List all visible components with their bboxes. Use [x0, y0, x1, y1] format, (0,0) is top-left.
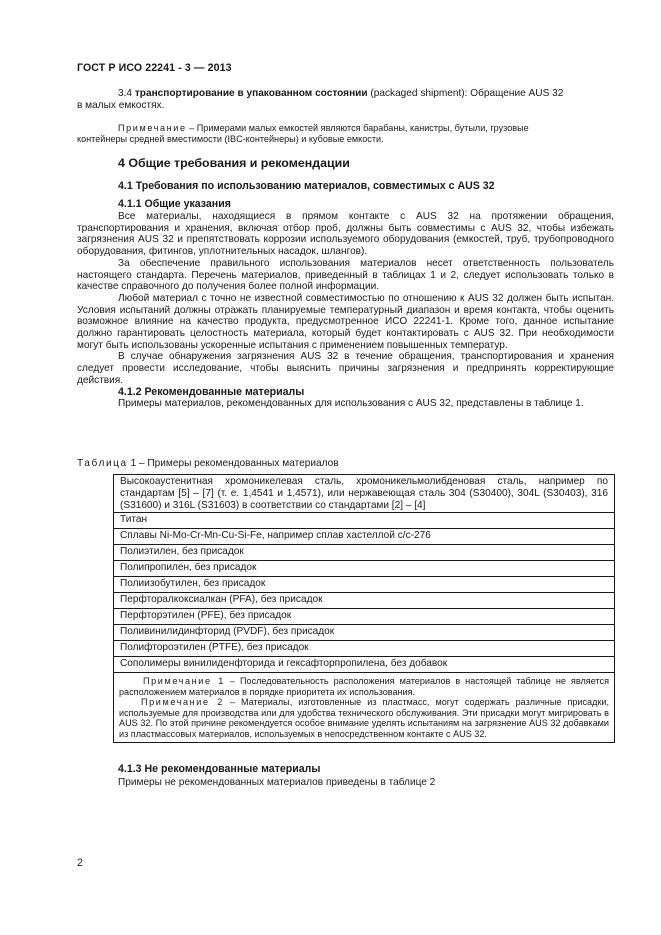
definition-term: транспортирование в упакованном состоянии [134, 88, 368, 99]
note-text-line2: контейнеры средней вместимости (IBC-контейнеры) и кубовые емкости. [77, 133, 384, 144]
note-text: – Примерами малых емкостей являются барабаны, канистры, бутыли, грузовые [186, 123, 529, 133]
table-1 [113, 474, 615, 743]
table-row [114, 545, 615, 561]
table-cell: Сплавы Ni-Mo-Cr-Mn-Cu-Si-Fe, например сплав хастеллой с/с-276 [114, 529, 615, 545]
table-caption-text: 1 – Примеры рекомендованных материалов [127, 458, 339, 469]
table-cell: Поливинилидинфторид (PVDF), без присадок [114, 625, 615, 641]
paragraph: В случае обнаружения загрязнения AUS 32 в течение обращения, транспортирования и хранения следует провести исследование, чтобы выяснить причины загрязнения и предпринять корректирующие действия. [77, 351, 614, 386]
table-cell: Перфторэтилен (PFE), без присадок [114, 609, 615, 625]
note-label: Примечание [118, 123, 187, 133]
table-row [114, 475, 615, 513]
paragraph: Все материалы, находящиеся в прямом контакте с AUS 32 на протяжении обращения, транспортирования и хранения, включая отбор проб, должны быть совместимы с AUS 32, чтобы избежать загрязнения AUS 32 и препятствовать коррозии используемого оборудования (емкостей, труб, трубопроводного оборудования, фитингов, уплотнительных насадок, шлангов). [77, 211, 614, 258]
table-row [114, 577, 615, 593]
definition-3-4 [77, 88, 614, 111]
table-cell: Полиэтилен, без присадок [114, 545, 615, 561]
table-cell: Высокоаустенитная хромоникелевая сталь, хромоникельмолибденовая сталь, например по стандартам [5] – [7] (т. е. 1,4541 и 1,4571), или нержавеющая сталь 304 (S30400), 304L (S30403), 316 (S31600) и 316L (S31603) в соответствии со стандартами [2] – [4] [114, 475, 615, 513]
table-note-1-text: – Последовательность расположения материалов в настоящей таблице не является расположением материалов в порядке приоритета их использования. [119, 676, 609, 697]
table-note-2-label: Примечание 2 [141, 697, 224, 708]
section-4-1-1-body [77, 211, 614, 410]
table-1-caption [77, 458, 339, 470]
section-4-title: 4 Общие требования и рекомендации [118, 156, 350, 170]
paragraph: Примеры материалов, рекомендованных для использования с AUS 32, представлены в таблице 1. [118, 398, 584, 410]
table-row [114, 529, 615, 545]
table-row [114, 625, 615, 641]
definition-text: (packaged shipment): Обращение AUS 32 [370, 88, 564, 99]
table-notes-cell [114, 673, 615, 743]
section-4-1-2-title: 4.1.2 Рекомендованные материалы [118, 385, 305, 398]
document-header: ГОСТ Р ИСО 22241 - 3 — 2013 [77, 62, 232, 74]
table-cell: Полифтороэтилен (PTFE), без присадок [114, 641, 615, 657]
paragraph: Любой материал с точно не известной совместимостью по отношению к AUS 32 должен быть испытан. Условия испытаний должны отражать планируемые температурный диапазон и время контакта, чтобы оценить возможное влияние на качество продукта, предусмотренное ИСО 22241-1. Кроме того, данное испытание должно гарантировать целостность материала, который будет контактировать с AUS 32. При необходимости могут быть использованы ускоренные испытания с применением повышенных температур. [77, 292, 614, 351]
note-3-4 [77, 123, 614, 144]
page-number: 2 [77, 857, 83, 869]
section-4-1-3-paragraph: Примеры не рекомендованных материалов приведены в таблице 2 [118, 777, 436, 788]
definition-text-line2: в малых емкостях. [77, 99, 165, 111]
definition-number: 3.4 [118, 88, 133, 99]
table-row [114, 593, 615, 609]
table-cell: Сополимеры винилиденфторида и гексафторпропилена, без добавок [114, 657, 615, 673]
table-row [114, 657, 615, 673]
table-row [114, 609, 615, 625]
table-cell: Титан [114, 513, 615, 529]
table-note-2 [119, 697, 609, 739]
section-4-1-3-title: 4.1.3 Не рекомендованные материалы [118, 763, 321, 775]
table-caption-label: Таблица [77, 458, 128, 469]
table-cell: Полиизобутилен, без присадок [114, 577, 615, 593]
table-row [114, 641, 615, 657]
table-notes-row [114, 673, 615, 743]
table-row [114, 561, 615, 577]
table-row [114, 513, 615, 529]
paragraph: За обеспечение правильного использования материалов несет ответственность пользователь настоящего стандарта. Перечень материалов, приведенный в таблицах 1 и 2, следует использовать только в качестве справочного до получения более полной информации. [77, 257, 614, 293]
table-note-2-text: – Материалы, изготовленные из пластмасс, могут содержать различные присадки, используемые для производства или для удобства технического обслуживания. Эти присадки могут мигрировать в AUS 32. По этой причине рекомендуется особое внимание уделять испытаниям на загрязнение AUS 32 добавками из пластмассовых материалов, используемых в непосредственном контакте с AUS 32. [119, 697, 609, 739]
table-cell: Полипропилен, без присадок [114, 561, 615, 577]
section-4-1-title: 4.1 Требования по использованию материалов, совместимых с AUS 32 [118, 180, 495, 192]
table-cell: Перфторалкоксиалкан (PFA), без присадок [114, 593, 615, 609]
table-note-1 [119, 676, 609, 697]
table-note-1-label: Примечание 1 [143, 676, 225, 687]
section-4-1-1-title: 4.1.1 Общие указания [118, 198, 231, 210]
